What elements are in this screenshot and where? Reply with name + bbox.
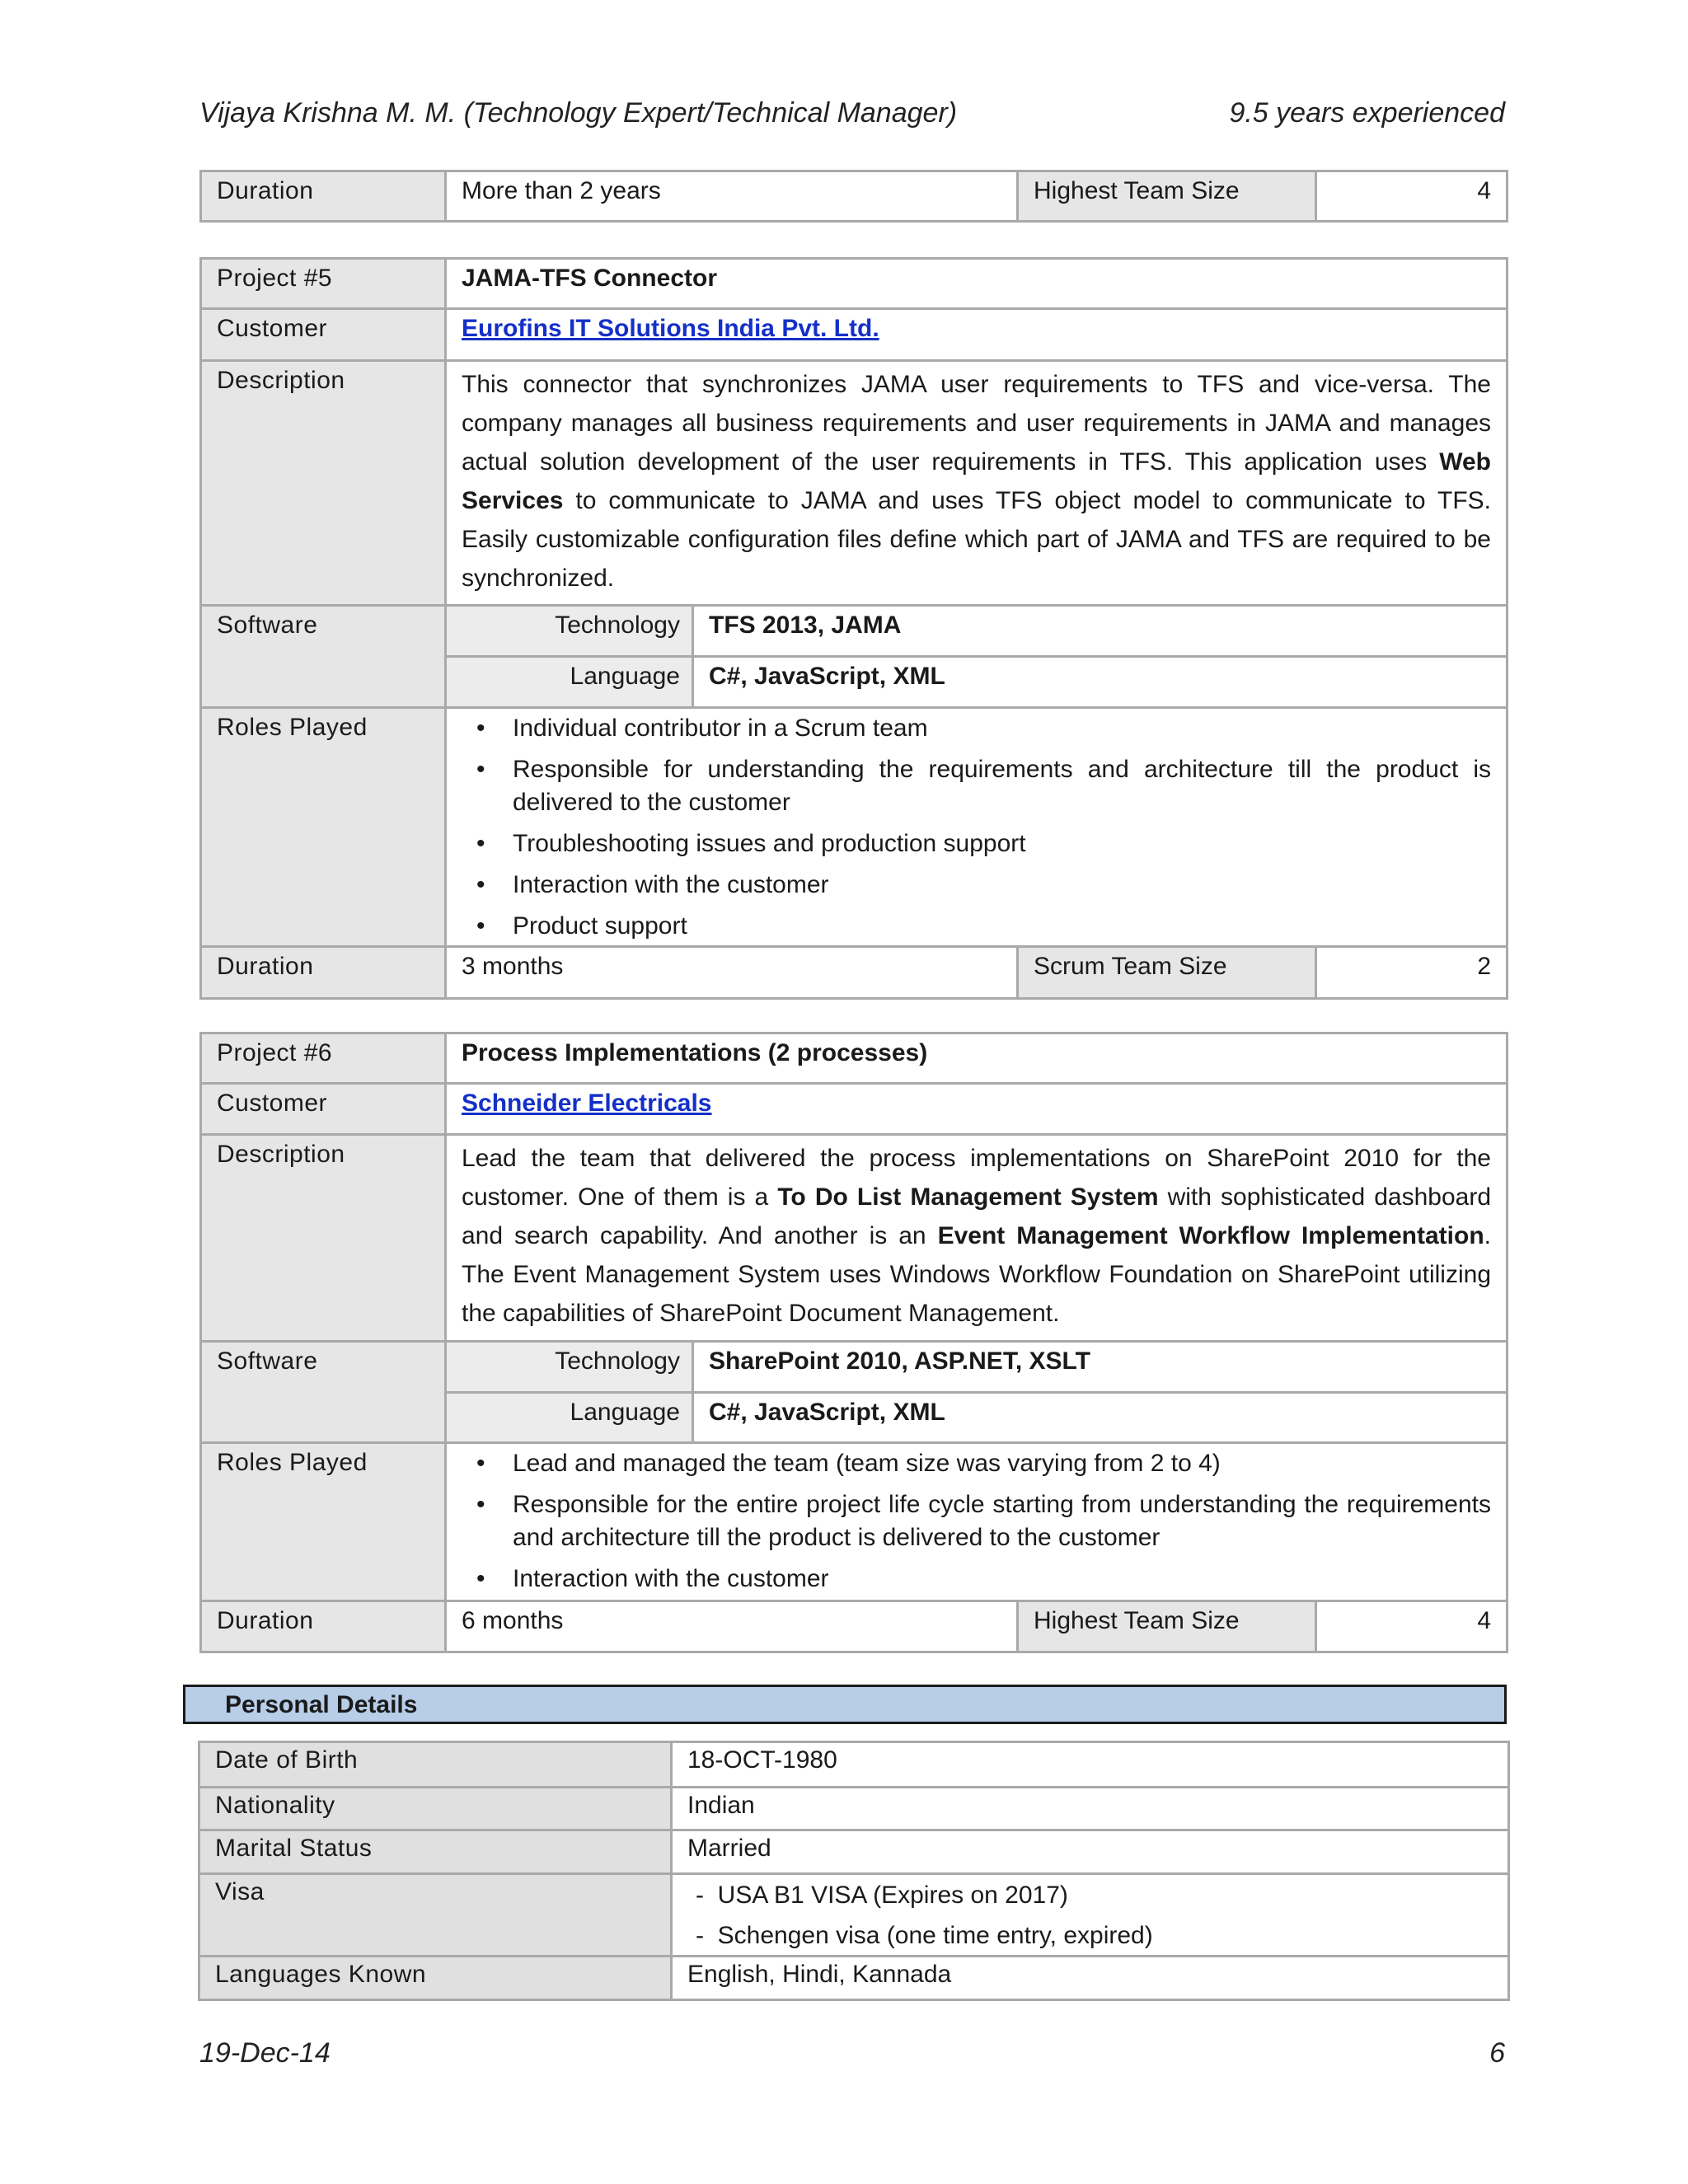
duration-row — [202, 948, 1506, 997]
customer-link[interactable]: Schneider Electricals — [462, 1090, 712, 1117]
list-item: • Responsible for the entire project life cycle starting from understanding the requirements and architecture till the product is delivered to the customer — [476, 1491, 1491, 1551]
dob-value: 18-OCT-1980 — [687, 1746, 837, 1774]
marital-label: Marital Status — [200, 1831, 673, 1872]
description-row — [202, 1136, 1506, 1343]
customer-label: Customer — [202, 1085, 447, 1133]
page-number: 6 — [1489, 2037, 1505, 2069]
list-item: • Interaction with the customer — [476, 1565, 829, 1592]
languages-label: Languages Known — [200, 1957, 673, 1999]
customer-label: Customer — [202, 310, 447, 359]
team-size-label: Scrum Team Size — [1019, 948, 1317, 997]
header-name: Vijaya Krishna M. M. (Technology Expert/Technical Manager) — [199, 97, 958, 129]
list-item: • Interaction with the customer — [476, 871, 829, 898]
duration-row — [202, 1602, 1506, 1651]
footer-date: 19-Dec-14 — [199, 2037, 331, 2069]
dob-row — [200, 1743, 1507, 1788]
languages-row — [200, 1957, 1507, 1999]
project-label: Project #6 — [202, 1034, 447, 1082]
personal-details-table — [198, 1741, 1510, 2001]
visa-row — [200, 1875, 1507, 1957]
project-label: Project #5 — [202, 260, 447, 307]
nationality-value: Indian — [687, 1792, 755, 1819]
header-experience: 9.5 years experienced — [1229, 97, 1505, 129]
page-header — [199, 97, 1505, 129]
project-title: Process Implementations (2 processes) — [462, 1039, 928, 1066]
software-label: Software — [202, 1343, 447, 1441]
list-item: • Responsible for understanding the requirements and architecture till the product is delivered to the customer — [476, 756, 1491, 816]
roles-row — [202, 709, 1506, 948]
language-label: Language — [447, 1394, 694, 1442]
duration-label: Duration — [202, 948, 447, 997]
technology-label: Technology — [447, 1343, 694, 1391]
project-6-table — [199, 1032, 1508, 1653]
roles-label: Roles Played — [202, 709, 447, 945]
description-row — [202, 362, 1506, 607]
duration-row — [202, 172, 1506, 220]
dob-label: Date of Birth — [200, 1743, 673, 1786]
page-footer — [199, 2037, 1505, 2069]
marital-row — [200, 1831, 1507, 1875]
previous-project-duration-table — [199, 170, 1508, 223]
roles-list — [447, 1444, 1506, 1601]
description-text: This connector that synchronizes JAMA user requirements to TFS and vice-versa. The company manages all business requirements and user requirements in JAMA and manages actual solution development of the user requirements in TFS. This application uses Web Services to communicate to JAMA and uses TFS object model to communicate to TFS. Easily customizable configuration files define which part of JAMA and TFS are required to be synchronized. — [462, 371, 1491, 592]
customer-link[interactable]: Eurofins IT Solutions India Pvt. Ltd. — [462, 315, 879, 342]
marital-value: Married — [687, 1835, 771, 1862]
team-size-label: Highest Team Size — [1019, 1602, 1317, 1651]
list-item: - Schengen visa (one time entry, expired) — [696, 1922, 1153, 1949]
team-size-value: 2 — [1477, 953, 1491, 980]
customer-row — [202, 1085, 1506, 1136]
roles-row — [202, 1444, 1506, 1602]
list-item: • Individual contributor in a Scrum team — [476, 715, 928, 742]
customer-row — [202, 310, 1506, 362]
team-size-label: Highest Team Size — [1019, 172, 1317, 220]
software-row — [202, 1343, 1506, 1444]
personal-details-heading: Personal Details — [183, 1685, 1507, 1724]
nationality-label: Nationality — [200, 1788, 673, 1829]
description-text: Lead the team that delivered the process implementations on SharePoint 2010 for the customer. One of them is a To Do List Management System with sophisticated dashboard and search capability. And another is an Event Management Workflow Implementation. The Event Management System uses Windows Workflow Foundation on SharePoint utilizing the capabilities of SharePoint Document Management. — [462, 1145, 1492, 1327]
project-title: JAMA-TFS Connector — [462, 265, 717, 292]
technology-value: SharePoint 2010, ASP.NET, XSLT — [709, 1347, 1090, 1375]
language-label: Language — [447, 658, 694, 706]
software-label: Software — [202, 607, 447, 706]
roles-label: Roles Played — [202, 1444, 447, 1600]
nationality-row — [200, 1788, 1507, 1831]
project-title-row — [202, 1034, 1506, 1085]
description-label: Description — [202, 1136, 447, 1340]
visa-label: Visa — [200, 1875, 673, 1955]
description-label: Description — [202, 362, 447, 604]
roles-list — [447, 709, 1506, 948]
technology-value: TFS 2013, JAMA — [709, 612, 902, 639]
team-size-value: 4 — [1477, 1607, 1491, 1634]
duration-value: 6 months — [447, 1602, 1019, 1651]
duration-label: Duration — [202, 172, 447, 220]
duration-label: Duration — [202, 1602, 447, 1651]
project-5-table — [199, 257, 1508, 1000]
project-title-row — [202, 260, 1506, 310]
list-item: - USA B1 VISA (Expires on 2017) — [696, 1882, 1068, 1909]
list-item: • Troubleshooting issues and production support — [476, 830, 1026, 857]
team-size-value: 4 — [1477, 177, 1491, 204]
visa-list — [673, 1875, 1507, 1955]
language-value: C#, JavaScript, XML — [709, 662, 945, 690]
languages-value: English, Hindi, Kannada — [687, 1961, 952, 1988]
software-row — [202, 607, 1506, 709]
list-item: • Lead and managed the team (team size was varying from 2 to 4) — [476, 1450, 1221, 1477]
duration-value: More than 2 years — [447, 172, 1019, 220]
technology-label: Technology — [447, 607, 694, 655]
language-value: C#, JavaScript, XML — [709, 1398, 945, 1426]
duration-value: 3 months — [447, 948, 1019, 997]
list-item: • Product support — [476, 912, 687, 940]
